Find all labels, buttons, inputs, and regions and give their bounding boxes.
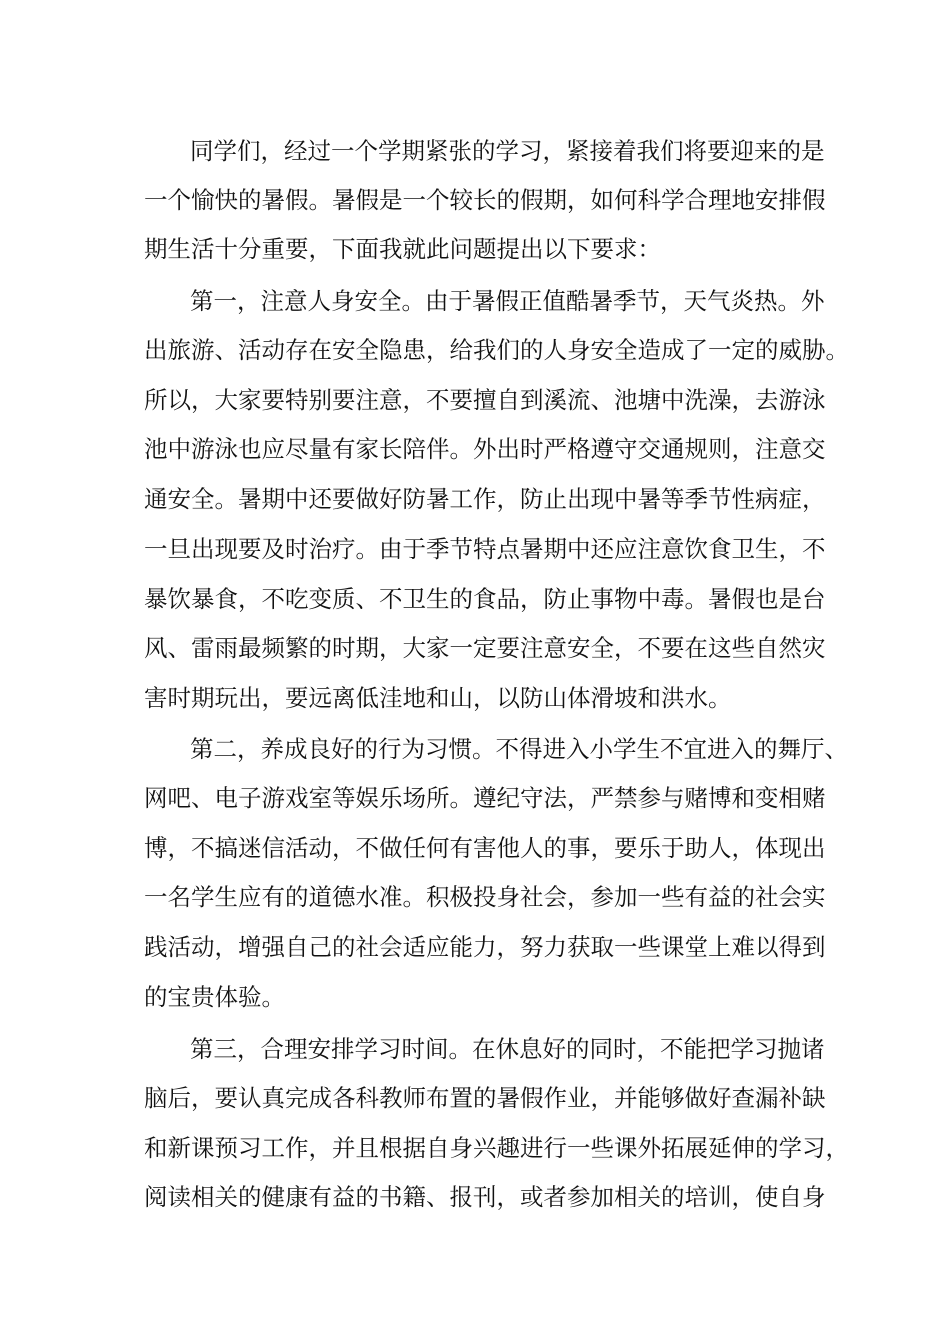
paragraph-1-line-3: 期生活十分重要，下面我就此问题提出以下要求： xyxy=(144,235,661,263)
paragraph-2-line-6: 一旦出现要及时治疗。由于季节特点暑期中还应注意饮食卫生，不 xyxy=(144,535,826,563)
paragraph-2-line-3: 所以，大家要特别要注意，不要擅自到溪流、池塘中洗澡，去游泳 xyxy=(144,386,826,414)
paragraph-2-line-4: 池中游泳也应尽量有家长陪伴。外出时严格遵守交通规则，注意交 xyxy=(144,435,826,463)
paragraph-3-line-3: 博，不搞迷信活动，不做任何有害他人的事，要乐于助人，体现出 xyxy=(144,834,826,862)
paragraph-3-line-6: 的宝贵体验。 xyxy=(144,983,285,1011)
paragraph-2-line-1: 第一，注意人身安全。由于暑假正值酷暑季节，天气炎热。外 xyxy=(190,287,825,315)
paragraph-2-line-7: 暴饮暴食，不吃变质、不卫生的食品，防止事物中毒。暑假也是台 xyxy=(144,585,826,613)
paragraph-2-line-2: 出旅游、活动存在安全隐患，给我们的人身安全造成了一定的威胁。 xyxy=(144,336,849,364)
paragraph-3-line-5: 践活动，增强自己的社会适应能力，努力获取一些课堂上难以得到 xyxy=(144,933,826,961)
paragraph-4-line-1: 第三，合理安排学习时间。在休息好的同时，不能把学习抛诸 xyxy=(190,1035,825,1063)
paragraph-3-line-2: 网吧、电子游戏室等娱乐场所。遵纪守法，严禁参与赌博和变相赌 xyxy=(144,784,826,812)
paragraph-3-line-4: 一名学生应有的道德水准。积极投身社会，参加一些有益的社会实 xyxy=(144,883,826,911)
paragraph-2-line-5: 通安全。暑期中还要做好防暑工作，防止出现中暑等季节性病症， xyxy=(144,485,826,513)
paragraph-4-line-2: 脑后，要认真完成各科教师布置的暑假作业，并能够做好查漏补缺 xyxy=(144,1084,826,1112)
paragraph-1-line-2: 一个愉快的暑假。暑假是一个较长的假期，如何科学合理地安排假 xyxy=(144,186,826,214)
paragraph-3-line-1: 第二，养成良好的行为习惯。不得进入小学生不宜进入的舞厅、 xyxy=(190,735,848,763)
paragraph-4-line-4: 阅读相关的健康有益的书籍、报刊，或者参加相关的培训，使自身 xyxy=(144,1183,826,1211)
paragraph-1-line-1: 同学们，经过一个学期紧张的学习，紧接着我们将要迎来的是 xyxy=(190,137,825,165)
paragraph-2-line-9: 害时期玩出，要远离低洼地和山，以防山体滑坡和洪水。 xyxy=(144,684,732,712)
paragraph-4-line-3: 和新课预习工作，并且根据自身兴趣进行一些课外拓展延伸的学习， xyxy=(144,1134,849,1162)
paragraph-2-line-8: 风、雷雨最频繁的时期，大家一定要注意安全，不要在这些自然灾 xyxy=(144,634,826,662)
